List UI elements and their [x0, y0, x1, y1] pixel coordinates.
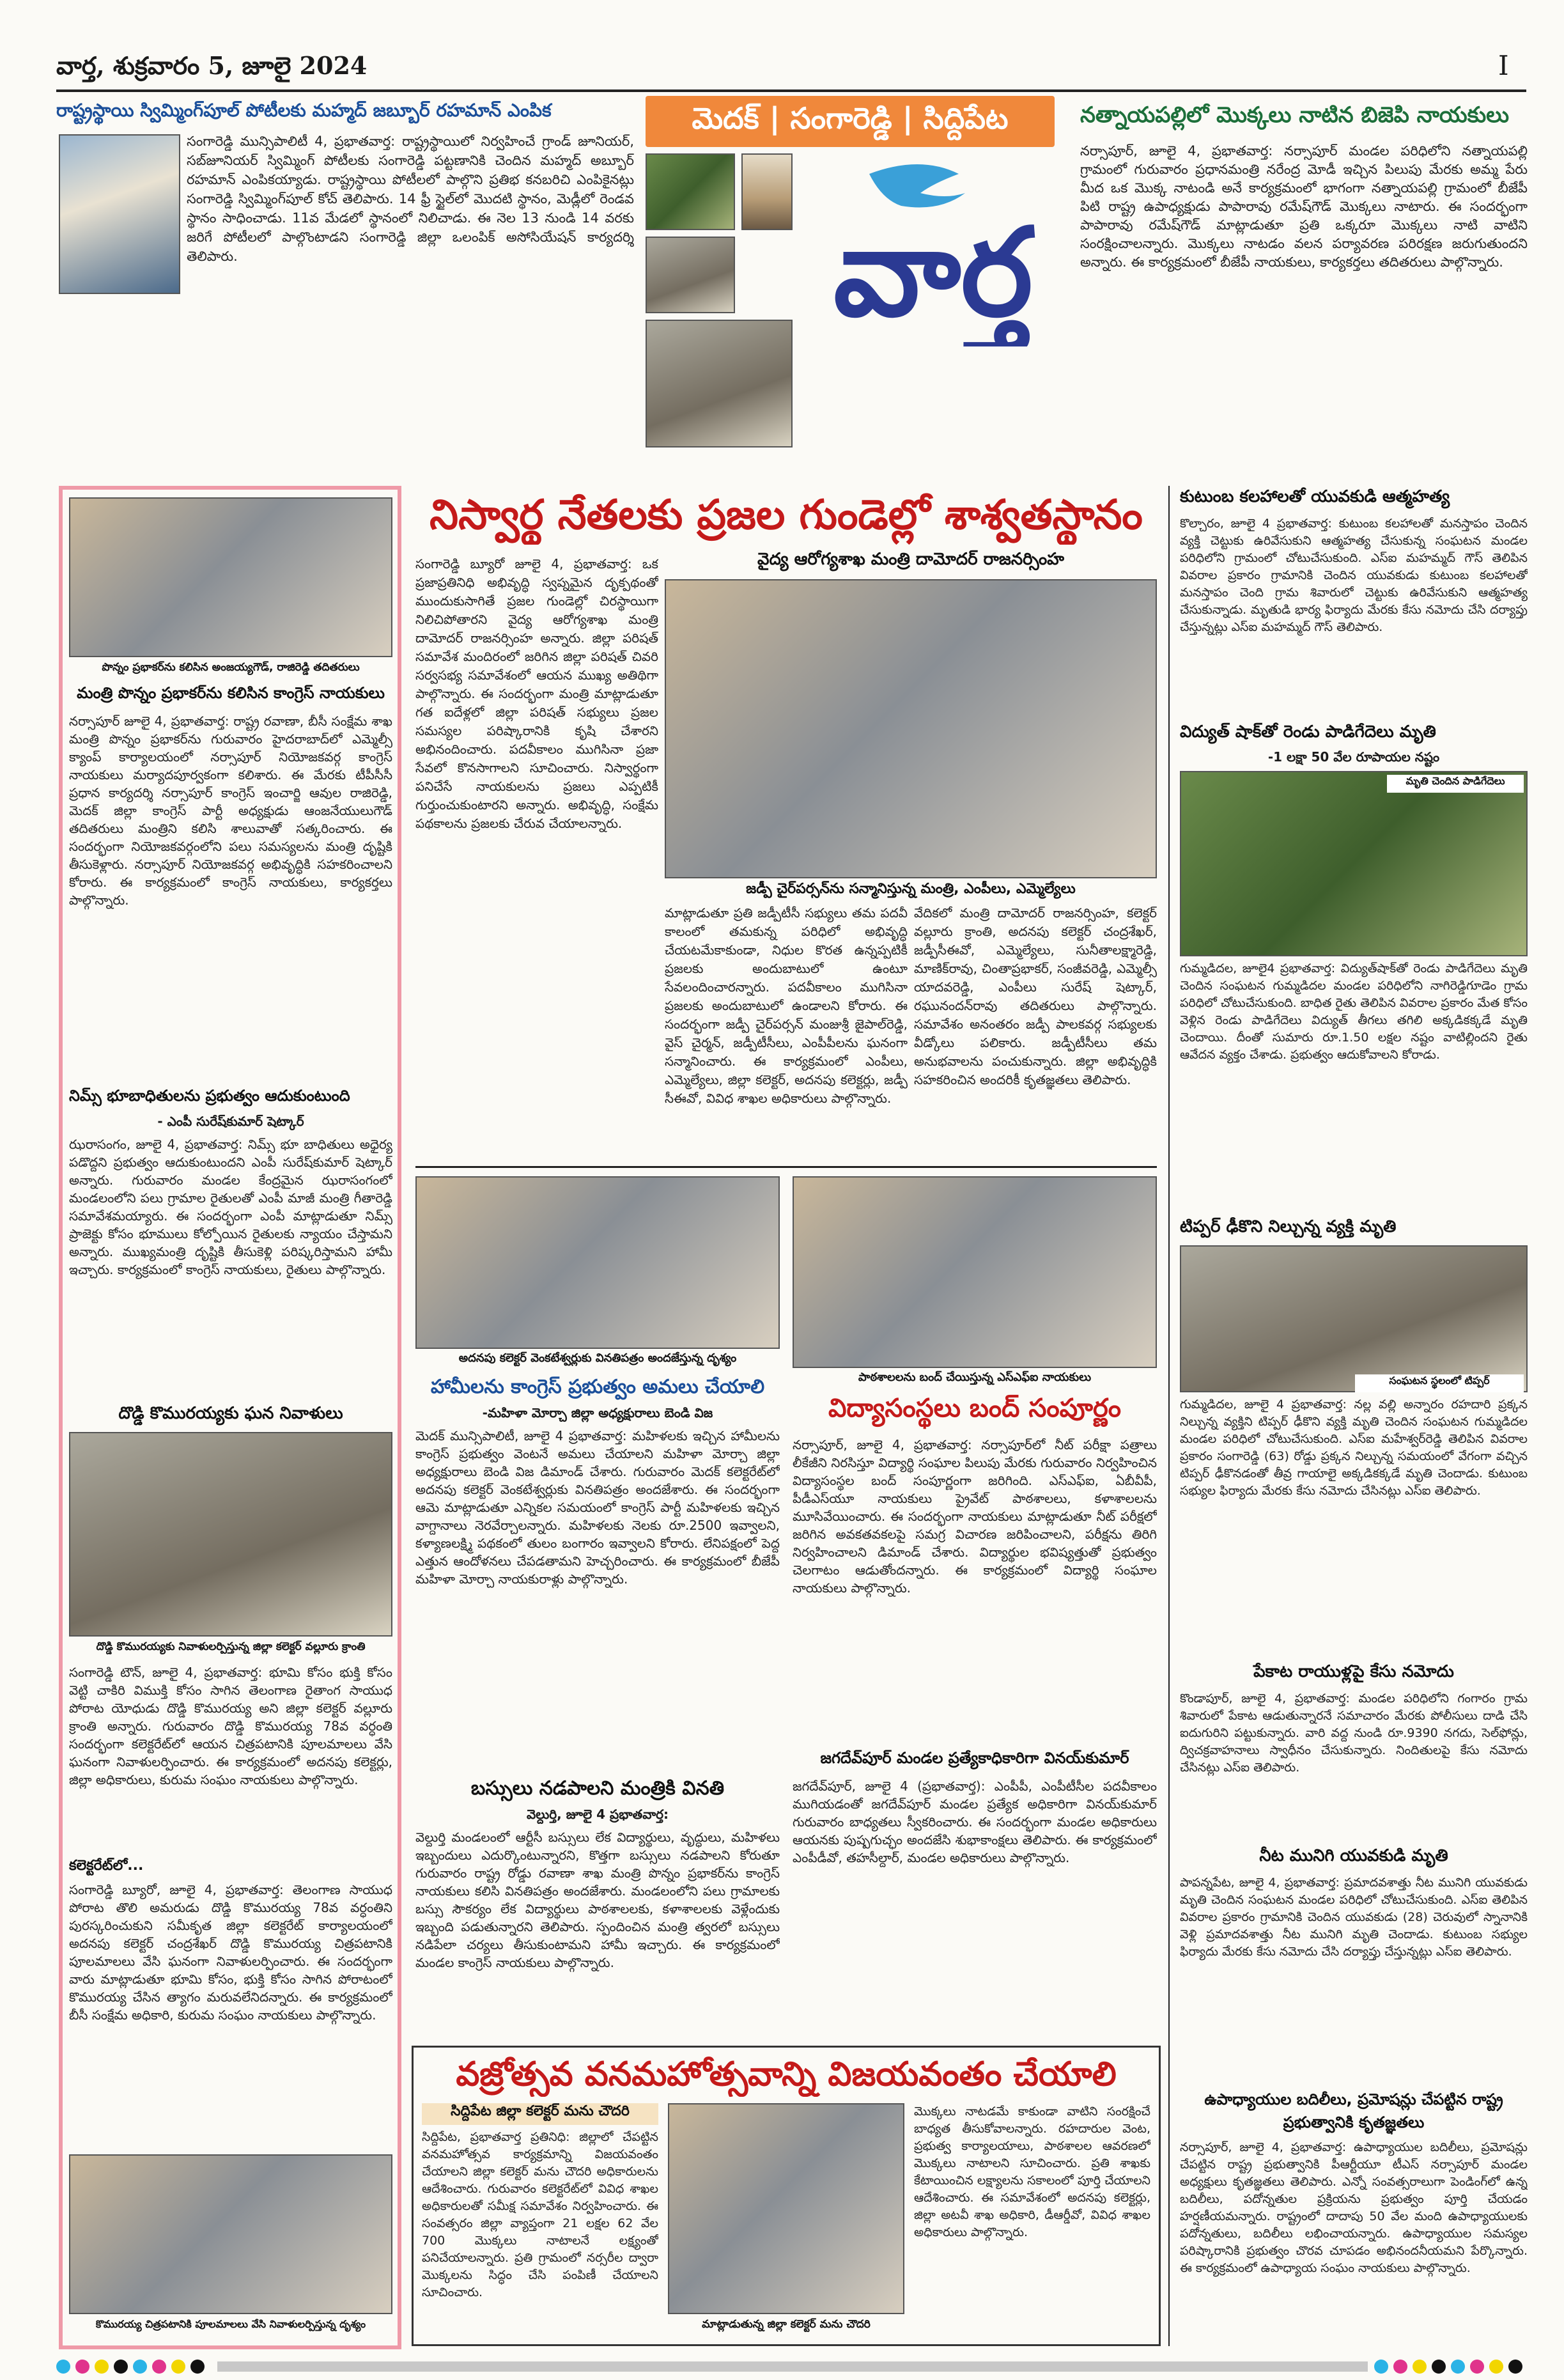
registration-bar-right — [1374, 2359, 1528, 2374]
center-c3-body: వేదికలో మంత్రి దామోదర్ రాజనర్సింహ, కలెక్టర్ వల్లూరు క్రాంతి, అదనపు కలెక్టర్ చంద్రశేఖర్, జడ్పీసీఈవో, ఎమ్మెల్యేలు, సునీతాలక్ష్మారెడ్డి, మాణిక్‌రావు, చింతాప్రభాకర్, సంజీవరెడ్డి, ఎమ్మెల్సీ యాదవరెడ్డి, ఎంపీలు సురేష్ షెట్కార్, రఘునందన్‌రావు తదితరులు పాల్గొన్నారు. సమావేశం అనంతరం జడ్పీ పాలకవర్గ సభ్యులకు వీడ్కోలు పలికారు. జడ్పీటీసీలు తమ అనుభవాలను పంచుకున్నారు. జిల్లా అభివృద్ధికి సహకరించిన అందరికీ కృతజ్ఞతలు తెలిపారు. — [914, 905, 1157, 1087]
edition-title: మెదక్ | సంగారెడ్డి | సిద్దిపేట — [692, 101, 1009, 136]
right-r5-headline: నీట మునిగి యువకుడి మృతి — [1259, 1846, 1448, 1865]
clock-tower-photo — [646, 320, 793, 447]
right-r4-body: కొండాపూర్, జూలై 4, ప్రభాతవార్త: మండల పరిధిలోని గంగారం గ్రామ శివారులో పేకాట ఆడుతున్నారనే సమాచారం మేరకు పోలీసులు దాడి చేసి ఐదుగురిని పట్టుకున్నారు. వారి వద్ద నుండి రూ.9390 నగదు, సెల్‌ఫోన్లు, ద్విచక్రవాహనాలు స్వాధీనం చేసుకున్నారు. నిందితులపై కేసు నమోదు చేసినట్లు ఎస్ఐ తెలిపారు. — [1180, 1692, 1528, 1775]
right-r3-body: గుమ్మడిదల, జూలై 4 ప్రభాతవార్త: నల్ల వల్లి అన్నారం రహదారి ప్రక్కన నిల్చున్న వ్యక్తిని టిప్పర్ ఢీకొని వ్యక్తి మృతి చెందిన సంఘటన గుమ్మడిదల మండల పరిధిలో చోటుచేసుకుంది. ఎస్ఐ మహేశ్వర్‌రెడ్డి తెలిపిన వివరాల ప్రకారం సంగారెడ్డి (63) రోడ్డు ప్రక్కన నిల్చున్న సమయంలో వేగంగా వచ్చిన టిప్పర్ ఢీకొనడంతో తీవ్ర గాయాలై అక్కడికక్కడే మృతి చెందాడు. కుటుంబ సభ్యుల ఫిర్యాదు మేరకు కేసు నమోదు చేసినట్లు ఎస్ఐ తెలిపారు. — [1180, 1397, 1528, 1498]
right-r2-sub: -1 లక్షా 50 వేల రూపాయల నష్టం — [1267, 749, 1440, 765]
magenta-dot — [1393, 2360, 1407, 2374]
right-r6-body: నర్సాపూర్, జూలై 4, ప్రభాతవార్త: ఉపాధ్యాయుల బదిలీలు, ప్రమోషన్లు చేపట్టిన రాష్ట్ర ప్రభుత్వానికి పీఆర్టీయూ టీఎస్ నర్సాపూర్ మండల అధ్యక్షులు కృతజ్ఞతలు తెలిపారు. ఎన్నో సంవత్సరాలుగా పెండింగ్‌లో ఉన్న బదిలీలు, పదోన్నతుల ప్రక్రియను ప్రభుత్వం పూర్తి చేయడం హర్షణీయమన్నారు. రాష్ట్రంలో దాదాపు 50 వేల మంది ఉపాధ్యాయులకు పదోన్నతులు, బదిలీలు లభించాయన్నారు. ఉపాధ్యాయుల సమస్యల పరిష్కారానికి ప్రభుత్వం చొరవ చూపడం అభినందనీయమని పేర్కొన్నారు. ఈ కార్యక్రమంలో ఉపాధ్యాయ సంఘం నాయకులు పాల్గొన్నారు. — [1180, 2140, 1528, 2275]
photo2-caption: దొడ్డి కొమురయ్యకు నివాళులర్పిస్తున్న జిల్లా కలెక్టర్ వల్లూరు క్రాంతి — [96, 1640, 366, 1653]
right-r2-body: గుమ్మడిదల, జూలై4 ప్రభాతవార్త: విద్యుత్‌షాక్‌తో రెండు పాడిగేదెలు మృతి చెందిన సంఘటన గుమ్మడిదల మండల పరిధిలోని నాగిరెడ్డిగూడెం గ్రామ పరిధిలో చోటుచేసుకుంది. బాధిత రైతు తెలిపిన వివరాల ప్రకారం మేత కోసం వెళ్లిన రెండు పాడిగేదెలు విద్యుత్ తీగలు తగిలి అక్కడికక్కడే మృతి చెందాయి. దీంతో సుమారు రూ.1.50 లక్షల నష్టం వాటిల్లిందని రైతు ఆవేదన వ్యక్తం చేశాడు. ప్రభుత్వం ఆదుకోవాలని కోరాడు. — [1180, 961, 1528, 1062]
right-r1-body: కొల్చారం, జూలై 4 ప్రభాతవార్త: కుటుంబ కలహాలతో మనస్తాపం చెందిన వ్యక్తి చెట్టుకు ఉరివేసుకుని ఆత్మహత్య చేసుకున్న సంఘటన మండల పరిధిలోని గ్రామంలో చోటుచేసుకుంది. ఎస్ఐ మహమ్మద్ గౌస్ తెలిపిన వివరాల ప్రకారం గ్రామానికి చెందిన యువకుడు కుటుంబ కలహాలతో మనస్తాపం చెంది గ్రామ శివారులో చెట్టుకు ఉరివేసుకుని ఆత్మహత్య చేసుకున్నాడు. మృతుడి భార్య ఫిర్యాదు మేరకు కేసు నమోదు చేసి దర్యాప్తు చేస్తున్నట్లు ఎస్ఐ మహమ్మద్ గౌస్ తెలిపారు. — [1180, 517, 1528, 634]
left-s3-body: సంగారెడ్డి టౌన్, జూలై 4, ప్రభాతవార్త: భూమి కోసం భుక్తి కోసం వెట్టి చాకిరి విముక్తి కోసం సాగిన తెలంగాణ రైతాంగ సాయుధ పోరాట యోధుడు దొడ్డి కొమురయ్య అని జిల్లా కలెక్టర్ వల్లూరు క్రాంతి అన్నారు. గురువారం దొడ్డి కొమురయ్య 78వ వర్ధంతి సందర్భంగా కలెక్టరేట్‌లో ఆయన చిత్రపటానికి పూలమాలలు వేసి ఘనంగా నివాళులర్పించారు. ఈ కార్యక్రమంలో అదనపు కలెక్టర్లు, జిల్లా అధికారులు, కురుమ సంఘం నాయకులు పాల్గొన్నారు. — [69, 1665, 392, 1787]
magenta-dot — [152, 2360, 166, 2374]
r2-photo-caption: మృతి చెందిన పాడిగేదెలు — [1387, 775, 1524, 793]
bottom-headline: వజ్రోత్సవ వనమహోత్సవాన్ని విజయవంతం చేయాలి — [456, 2055, 1117, 2094]
right-r3-headline: టిప్పర్ ఢీకొని నిల్చున్న వ్యక్తి మృతి — [1180, 1217, 1397, 1236]
edition-photo-2 — [741, 153, 793, 230]
right-column-rule — [1168, 486, 1170, 2346]
left-s2-body: ఝరాసంగం, జూలై 4, ప్రభాతవార్త: నిమ్స్ భూ బాధితులు అధైర్య పడొద్దని ప్రభుత్వం ఆదుకుంటుందని ఎంపీ సురేష్‌కుమార్ షెట్కార్ అన్నారు. గురువారం మండల కేంద్రమైన ఝరాసంగంలో మండలంలోని పలు గ్రామాల రైతులతో ఎంపీ మాజీ మంత్రి గీతారెడ్డి సమావేశమయ్యారు. ఈ సందర్భంగా ఎంపీ మాట్లాడుతూ నిమ్స్ ప్రాజెక్టు కోసం భూములు కోల్పోయిన రైతులకు న్యాయం చేస్తామని అన్నారు. ముఖ్యమంత్రి దృష్టికి తీసుకెళ్లి పరిష్కరిస్తామని హామీ ఇచ్చారు. కార్యక్రమంలో కాంగ్రెస్ నాయకులు, రైతులు పాల్గొన్నారు. — [69, 1137, 392, 1277]
mid-sD-headline: జగదేవ్‌పూర్ మండల ప్రత్యేకాధికారిగా వినయ్‌కుమార్ — [820, 1749, 1129, 1767]
black-dot — [114, 2360, 128, 2374]
cyan-dot — [1374, 2360, 1388, 2374]
center-banner-headline: నిస్వార్థ నేతలకు ప్రజల గుండెల్లో శాశ్వతస్థానం — [430, 492, 1143, 539]
sfi-bandh-photo — [793, 1176, 1157, 1368]
swimmer-photo — [59, 134, 180, 294]
yellow-dot — [1489, 2360, 1503, 2374]
right-r5-body: పాపన్నపేట, జూలై 4, ప్రభాతవార్త: ప్రమాదవశాత్తు నీట మునిగి యువకుడు మృతి చెందిన సంఘటన మండల పరిధిలో చోటుచేసుకుంది. ఎస్ఐ తెలిపిన వివరాల ప్రకారం గ్రామానికి చెందిన యువకుడు (28) చెరువులో స్నానానికి వెళ్లి ప్రమాదవశాత్తు నీట మునిగి మృతి చెందాడు. కుటుంబ సభ్యుల ఫిర్యాదు మేరకు కేసు నమోదు చేసి దర్యాప్తు చేస్తున్నట్లు ఎస్ఐ తెలిపారు. — [1180, 1876, 1528, 1959]
masthead-logo — [793, 148, 1074, 359]
right-r2-headline: విద్యుత్ షాక్‌తో రెండు పాడిగేదెలు మృతి — [1180, 722, 1436, 742]
center-banner-sub: వైద్య ఆరోగ్యశాఖ మంత్రి దామోదర్ రాజనర్సింహ — [757, 550, 1065, 569]
mid-sB-headline: బస్సులు నడపాలని మంత్రికి వినతి — [470, 1777, 725, 1800]
komurayya-statue-photo — [69, 1432, 392, 1637]
photo-b-caption: పాఠశాలలను బంద్ చేయిస్తున్న ఎస్ఎఫ్ఐ నాయకులు — [858, 1371, 1092, 1384]
right-r6-headline: ఉపాధ్యాయుల బదిలీలు, ప్రమోషన్లు చేపట్టిన రాష్ట్ర ప్రభుత్వానికి కృతజ్ఞతలు — [1204, 2090, 1503, 2131]
memorandum-photo — [415, 1176, 780, 1349]
left-s1-headline: మంత్రి పొన్నం ప్రభాకర్‌ను కలిసిన కాంగ్రెస్ నాయకులు — [77, 684, 385, 702]
masthead-rule — [56, 89, 1526, 92]
r3-photo-caption: సంఘటన స్థలంలో టిప్పర్ — [1355, 1374, 1524, 1392]
mid-sA-body: మెదక్ మున్సిపాలిటీ, జూలై 4 ప్రభాతవార్త: మహిళలకు ఇచ్చిన హామీలను కాంగ్రెస్ ప్రభుత్వం వెంటనే అమలు చేయాలని మహిళా మోర్చా జిల్లా అధ్యక్షురాలు బెండి విజ డిమాండ్ చేశారు. గురువారం మెదక్ కలెక్టరేట్‌లో అదనపు కలెక్టర్ వెంకటేశ్వర్లుకు వినతిపత్రం అందజేశారు. ఈ సందర్భంగా ఆమె మాట్లాడుతూ ఎన్నికల సమయంలో కాంగ్రెస్ పార్టీ మహిళలకు ఇచ్చిన వాగ్దానాలు నెరవేర్చాలన్నారు. మహిళలకు నెలకు రూ.2500 ఇవ్వాలని, కళ్యాణలక్ష్మి పథకంలో తులం బంగారం ఇవ్వాలని కోరారు. లేనిపక్షంలో పెద్ద ఎత్తున ఆందోళనలు చేపడతామని హెచ్చరించారు. ఈ కార్యక్రమంలో బీజేపీ మహిళా మోర్చా నాయకురాళ్లు పాల్గొన్నారు. — [415, 1428, 780, 1587]
mid-sB-dateline: వెల్దుర్తి, జూలై 4 ప్రభాతవార్త: — [526, 1807, 669, 1822]
collectorate-photo — [69, 2154, 392, 2314]
cyan-dot — [133, 2360, 147, 2374]
bottom-body1: సిద్దిపేట, ప్రభాతవార్త ప్రతినిధి: జిల్లాలో చేపట్టిన వనమహోత్సవ కార్యక్రమాన్ని విజయవంతం చేయాలని జిల్లా కలెక్టర్ మను చౌదరి అధికారులను ఆదేశించారు. గురువారం కలెక్టరేట్‌లో వివిధ శాఖల అధికారులతో సమీక్ష సమావేశం నిర్వహించారు. ఈ సంవత్సరం జిల్లా వ్యాప్తంగా 21 లక్షల 62 వేల 700 మొక్కలు నాటాలనే లక్ష్యంతో పనిచేయాలన్నారు. ప్రతి గ్రామంలో నర్సరీల ద్వారా మొక్కలను సిద్ధం చేసి పంపిణీ చేయాలని సూచించారు. — [422, 2130, 658, 2299]
center-c2-body: మాట్లాడుతూ ప్రతి జడ్పీటీసీ సభ్యులు తమ పదవీ కాలంలో తమకున్న పరిధిలో అభివృద్ధి చేయటమేకాకుండా, నిధుల కొరత ఉన్నప్పటికీ ప్రజలకు అందుబాటులో ఉంటూ సేవలందించారన్నారు. పదవీకాలం ముగిసినా ప్రజలకు అందుబాటులో ఉండాలని కోరారు. ఈ సందర్భంగా జడ్పీ చైర్‌పర్సన్ మంజుశ్రీ జైపాల్‌రెడ్డి, వైస్ చైర్మన్, జడ్పీటీసీలు, ఎంపీపీలను ఘనంగా సన్మానించారు. ఈ కార్యక్రమంలో ఎంపీలు, ఎమ్మెల్యేలు, జిల్లా కలెక్టర్, అదనపు కలెక్టర్లు, జడ్పీ సీఈవో, వివిధ శాఖల అధికారులు పాల్గొన్నారు. — [665, 905, 908, 1106]
minister-felicitation-photo — [665, 579, 1157, 878]
page-number: I — [1498, 50, 1509, 81]
photo1-caption: పొన్నం ప్రభాకర్‌ను కలిసిన అంజయ్యగౌడ్, రాజిరెడ్డి తదితరులు — [102, 661, 360, 674]
edition-photo-3 — [646, 237, 735, 313]
center-divider — [415, 1166, 1157, 1168]
edition-banner — [646, 96, 1055, 147]
left-s3-headline: దొడ్డి కొమురయ్యకు ఘన నివాళులు — [118, 1404, 343, 1423]
yellow-dot — [95, 2360, 109, 2374]
yellow-dot — [1413, 2360, 1427, 2374]
congress-leaders-photo — [69, 497, 392, 657]
magenta-dot — [75, 2360, 89, 2374]
right-r1-headline: కుటుంబ కలహాలతో యువకుడి ఆత్మహత్య — [1180, 487, 1450, 506]
top-right-headline: నత్నాయపల్లిలో మొక్కలు నాటిన బిజెపి నాయకులు — [1080, 102, 1510, 128]
black-dot — [1508, 2360, 1522, 2374]
left-s2-sub: - ఎంపీ సురేష్‌కుమార్ షెట్కార్ — [157, 1114, 304, 1129]
registration-bar-left — [56, 2359, 210, 2374]
dead-buffalo-photo — [1180, 771, 1528, 956]
mid-sA-headline: హామీలను కాంగ్రెస్ ప్రభుత్వం అమలు చేయాలి — [430, 1376, 765, 1398]
right-r4-headline: పేకాట రాయుళ్లపై కేసు నమోదు — [1253, 1662, 1454, 1681]
tipper-photo — [1180, 1245, 1528, 1392]
black-dot — [190, 2360, 205, 2374]
main-photo-caption: జడ్పీ చైర్‌పర్సన్‌ను సన్మానిస్తున్న మంత్రి, ఎంపీలు, ఎమ్మెల్యేలు — [746, 881, 1076, 897]
left-s4-body: సంగారెడ్డి బ్యూరో, జూలై 4, ప్రభాతవార్త: తెలంగాణ సాయుధ పోరాట తొలి అమరుడు దొడ్డి కొమురయ్య 78వ వర్ధంతిని పురస్కరించుకుని సమీకృత జిల్లా కలెక్టరేట్ కార్యాలయంలో అదనపు కలెక్టర్ చంద్రశేఖర్ దొడ్డి కొమురయ్య చిత్రపటానికి పూలమాలలు వేసి ఘనంగా నివాళులర్పించారు. ఈ సందర్భంగా వారు మాట్లాడుతూ భూమి కోసం, భుక్తి కోసం సాగిన పోరాటంలో కొమురయ్య చేసిన త్యాగం మరువలేనిదన్నారు. ఈ కార్యక్రమంలో బీసీ సంక్షేమ అధికారి, కురుమ సంఘం నాయకులు పాల్గొన్నారు. — [69, 1882, 392, 2023]
date-line: వార్త, శుక్రవారం 5, జూలై 2024 — [56, 51, 368, 80]
photo-a-caption: అదనపు కలెక్టర్ వెంకటేశ్వర్లుకు వినతిపత్రం అందజేస్తున్న దృశ్యం — [458, 1351, 737, 1365]
black-dot — [1432, 2360, 1446, 2374]
top-left-headline: రాష్ట్రస్థాయి స్విమ్మింగ్‌పూల్ పోటీలకు మహ్మద్ జబ్బూర్ రహమాన్ ఎంపిక — [56, 100, 552, 121]
mid-sC-headline: విద్యాసంస్థలు బంద్ సంపూర్ణం — [828, 1394, 1122, 1423]
collector-meeting-photo — [668, 2103, 904, 2314]
cyan-dot — [1451, 2360, 1465, 2374]
cyan-dot — [56, 2360, 70, 2374]
photo3-caption: కొమురయ్య చిత్రపటానికి పూలమాలలు వేసి నివాళులర్పిస్తున్న దృశ్యం — [95, 2318, 366, 2330]
top-right-body: నర్సాపూర్, జూలై 4, ప్రభాతవార్త: నర్సాపూర్ మండల పరిధిలోని నత్నాయపల్లి గ్రామంలో గురువారం ప్రధానమంత్రి నరేంద్ర మోడీ ఇచ్చిన పిలుపు మేరకు అమ్మ పేరు మీద ఒక మొక్క నాటండి అనే కార్యక్రమంలో భాగంగా నత్నాయపల్లి గ్రామంలో బీజేపీ పిటి రాష్ట్ర ఉపాధ్యక్షుడు పాపారావు రమేష్‌గౌడ్ మొక్కలు నాటారు. ఈ సందర్భంగా పాపారావు రమేష్‌గౌడ్ మాట్లాడుతూ ప్రతి ఒక్కరూ మొక్కలు నాటి వాటిని సంరక్షించాలన్నారు. మొక్కలు నాటడం వలన పర్యావరణ పరిరక్షణ జరుగుతుందని అన్నారు. ఈ కార్యక్రమంలో బీజేపీ నాయకులు, కార్యకర్తలు తదితరులు పాల్గొన్నారు. — [1080, 143, 1528, 270]
magenta-dot — [1470, 2360, 1484, 2374]
bottom-photo-caption: మాట్లాడుతున్న జిల్లా కలెక్టర్ మను చౌదరి — [702, 2318, 871, 2331]
mid-sC-body: నర్సాపూర్, జూలై 4, ప్రభాతవార్త: నర్సాపూర్‌లో నీట్ పరీక్షా పత్రాలు లీకేజీని నిరసిస్తూ విద్యార్థి సంఘాల పిలుపు మేరకు గురువారం నిర్వహించిన విద్యాసంస్థల బంద్ సంపూర్ణంగా జరిగింది. ఎస్ఎఫ్ఐ, ఏబీవీపీ, పీడీఎస్‌యూ నాయకులు ప్రైవేట్ పాఠశాలలు, కళాశాలలను మూసివేయించారు. ఈ సందర్భంగా నాయకులు మాట్లాడుతూ నీట్ పరీక్షలో జరిగిన అవకతవకలపై సమగ్ర విచారణ జరిపించాలని, పరీక్షను తిరిగి నిర్వహించాలని డిమాండ్ చేశారు. విద్యార్థుల భవిష్యత్తుతో ప్రభుత్వం చెలగాటం ఆడుతోందన్నారు. ఈ కార్యక్రమంలో విద్యార్థి సంఘాల నాయకులు పాల్గొన్నారు. — [793, 1437, 1157, 1596]
mid-sD-body: జగదేవ్‌పూర్, జూలై 4 (ప్రభాతవార్త): ఎంపీపీ, ఎంపీటీసీల పదవీకాలం ముగియడంతో జగదేవ్‌పూర్ మండల ప్రత్యేక అధికారిగా వినయ్‌కుమార్ గురువారం బాధ్యతలు స్వీకరించారు. ఈ సందర్భంగా మండల అధికారులు ఆయనకు పుష్పగుచ్ఛం అందజేసి శుభాకాంక్షలు తెలిపారు. ఈ కార్యక్రమంలో ఎంపీడీవో, తహసీల్దార్, మండల అధికారులు పాల్గొన్నారు. — [793, 1778, 1157, 1865]
left-s4-headline: కలెక్టరేట్‌లో... — [69, 1858, 144, 1874]
left-s1-body: నర్సాపూర్ జూలై 4, ప్రభాతవార్త: రాష్ట్ర రవాణా, బీసీ సంక్షేమ శాఖ మంత్రి పొన్నం ప్రభాకర్‌ను గురువారం హైదరాబాద్‌లో ఎమ్మెల్సీ క్యాంప్ కార్యాలయంలో నర్సాపూర్ నియోజకవర్గ కాంగ్రెస్ నాయకులు మర్యాదపూర్వకంగా కలిశారు. ఈ మేరకు టీపీసీసీ ప్రధాన కార్యదర్శి నర్సాపూర్ కాంగ్రెస్ ఇంచార్జి ఆవుల రాజిరెడ్డి, మెదక్ జిల్లా కాంగ్రెస్ పార్టీ అధ్యక్షుడు ఆంజనేయులుగౌడ్ తదితరులు మంత్రిని కలిసి శాలువాతో సత్కరించారు. ఈ సందర్భంగా నియోజకవర్గంలోని పలు సమస్యలను మంత్రి దృష్టికి తీసుకెళ్లారు. నర్సాపూర్ నియోజకవర్గ అభివృద్ధికి సహకరించాలని కోరారు. ఈ కార్యక్రమంలో కాంగ్రెస్ నాయకులు, కార్యకర్తలు పాల్గొన్నారు. — [69, 713, 392, 908]
bottom-sub: సిద్దిపేట జిల్లా కలెక్టర్ మను చౌదరి — [422, 2103, 658, 2125]
yellow-dot — [171, 2360, 185, 2374]
top-left-body: సంగారెడ్డి మున్సిపాలిటీ 4, ప్రభాతవార్త: రాష్ట్రస్థాయిలో నిర్వహించే గ్రాండ్ జూనియర్, సబ్‌జూనియర్ స్విమ్మింగ్ పోటీలకు సంగారెడ్డి పట్టణానికి చెందిన మహ్మద్ అబ్బూర్ రహమాన్ ఎంపికయ్యాడు. రాష్ట్రస్థాయి పోటీలలో పాల్గొని ప్రతిభ కనబరిచి ఎంపికైనట్లు సంగారెడ్డి స్విమ్మింగ్‌పూల్ కోచ్ తెలిపారు. 14 ఫ్రీ స్టైల్‌లో మొదటి స్థానం, మెడ్లీలో రెండవ స్థానం సాధించాడు. 11వ మేడలో స్థానంలో నిలిచాడు. ఈ నెల 13 నుండి 14 వరకు జరిగే పోటీలలో పాల్గొంటాడని సంగారెడ్డి జిల్లా ఒలంపిక్ అసోసియేషన్ కార్యదర్శి తెలిపారు. — [187, 134, 634, 264]
footer-gray-bar — [217, 2361, 1368, 2372]
mid-sA-sub: -మహిళా మోర్చా జిల్లా అధ్యక్షురాలు బెండి విజ — [482, 1405, 713, 1420]
edition-photo-1 — [646, 153, 735, 230]
left-s2-headline: నిమ్స్ భూబాధితులను ప్రభుత్వం ఆదుకుంటుంది — [69, 1087, 350, 1105]
center-c1-body: సంగారెడ్డి బ్యూరో జూలై 4, ప్రభాతవార్త: ఒక ప్రజాప్రతినిధి అభివృద్ధి స్వప్నమైన దృక్పథంతో ముందుకుసాగితే ప్రజల గుండెల్లో చిరస్థాయిగా నిలిచిపోతారని వైద్య ఆరోగ్యశాఖ మంత్రి దామోదర్ రాజనర్సింహ అన్నారు. జిల్లా పరిషత్ సమావేశ మందిరంలో జరిగిన జిల్లా పరిషత్ చివరి సర్వసభ్య సమావేశంలో ఆయన ముఖ్య అతిథిగా పాల్గొన్నారు. ఈ సందర్భంగా మంత్రి మాట్లాడుతూ గత ఐదేళ్లలో జిల్లా పరిషత్ సభ్యులు ప్రజల సమస్యల పరిష్కారానికి కృషి చేశారని అభినందించారు. పదవీకాలం ముగిసినా ప్రజా సేవలో కొనసాగాలని సూచించారు. నిస్వార్థంగా పనిచేసే నాయకులను ప్రజలు ఎప్పటికీ గుర్తుంచుకుంటారని అన్నారు. అభివృద్ధి, సంక్షేమ పథకాలను ప్రజలకు చేరువ చేయాలన్నారు. — [415, 556, 658, 831]
bottom-body2: మొక్కలు నాటడమే కాకుండా వాటిని సంరక్షించే బాధ్యత తీసుకోవాలన్నారు. రహదారుల వెంట, ప్రభుత్వ కార్యాలయాలు, పాఠశాలల ఆవరణలో మొక్కలు నాటాలని సూచించారు. ప్రతి శాఖకు కేటాయించిన లక్ష్యాలను సకాలంలో పూర్తి చేయాలని ఆదేశించారు. ఈ సమావేశంలో అదనపు కలెక్టర్లు, జిల్లా అటవీ శాఖ అధికారి, డీఆర్డీవో, వివిధ శాఖల అధికారులు పాల్గొన్నారు. — [914, 2104, 1150, 2239]
logo-text: వార్త — [833, 206, 1033, 343]
mid-sB-body: వెల్దుర్తి మండలంలో ఆర్టీసీ బస్సులు లేక విద్యార్థులు, వృద్ధులు, మహిళలు ఇబ్బందులు ఎదుర్కొంటున్నారని, కొత్తగా బస్సులు నడపాలని కోరుతూ గురువారం రాష్ట్ర రోడ్డు రవాణా శాఖ మంత్రి పొన్నం ప్రభాకర్‌ను కాంగ్రెస్ నాయకులు కలిసి వినతిపత్రం అందజేశారు. మండలంలోని పలు గ్రామాలకు బస్సు సౌకర్యం లేక విద్యార్థులు పాఠశాలలకు, కళాశాలలకు వెళ్లేందుకు ఇబ్బంది పడుతున్నారని తెలిపారు. స్పందించిన మంత్రి త్వరలో బస్సులు నడిపేలా చర్యలు తీసుకుంటామని హామీ ఇచ్చారు. ఈ కార్యక్రమంలో మండల కాంగ్రెస్ నాయకులు పాల్గొన్నారు. — [415, 1830, 780, 1970]
